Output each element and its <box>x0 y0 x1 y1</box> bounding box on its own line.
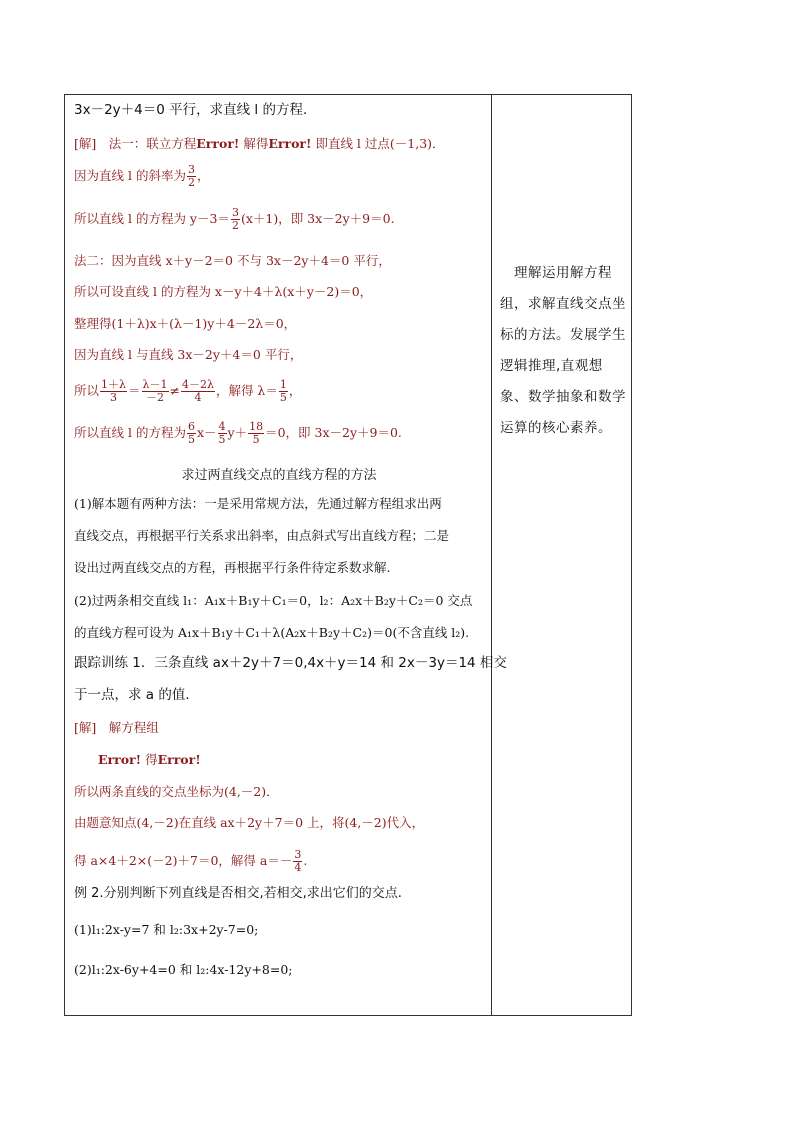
practice-intersection: 所以两条直线的交点坐标为(4,－2)． <box>74 784 279 799</box>
fraction: $\frac{3}{2}$ <box>187 163 195 189</box>
column-divider <box>491 94 492 1016</box>
slope-line: 因为直线 l 的斜率为 $\frac{3}{2}$ ， <box>74 163 210 189</box>
example-item-1: (1)l₁:2x-y=7 和 l₂:3x+2y-7=0; <box>74 922 259 937</box>
fraction: $\frac{4}{5}$ <box>218 420 226 446</box>
solution-method1: [解] 法一：联立方程Error! 解得Error! 即直线 l 过点(－1,3)． <box>74 136 445 151</box>
fraction: $\frac{3}{4}$ <box>294 848 302 874</box>
practice-system: Error! 得Error! <box>98 752 201 767</box>
fraction: $\frac{6}{5}$ <box>187 420 195 446</box>
practice-answer: 得 a×4＋2×(－2)＋7＝0，解得 a＝－ $\frac{3}{4}$ . <box>74 848 308 874</box>
method-paragraph-2b: 的直线方程可设为 A₁x＋B₁y＋C₁＋λ(A₂x＋B₂y＋C₂)＝0(不含直线 l₂). <box>74 625 470 640</box>
table-frame <box>64 94 632 1016</box>
final-equation-line: 所以直线 l 的方程为 $\frac{6}{5}$ x－ $\frac{4}{5}$ y＋ $\frac{18}{5}$ ＝0，即 3x－2y＋9＝0. <box>74 420 402 446</box>
practice-solution-start: [解] 解方程组 <box>74 720 159 735</box>
practice-substitute: 由题意知点(4,－2)在直线 ax＋2y＋7＝0 上，将(4,－2)代入， <box>74 815 425 830</box>
fraction: $\frac{\lambda-1}{-2}$ <box>142 378 168 404</box>
side-note: 理解运用解方程组，求解直线交点坐标的方法。发展学生逻辑推理,直观想象、数学抽象和数学运算的核心素养。 <box>500 265 626 436</box>
method-paragraph-1c: 设出过两直线交点的方程，再根据平行条件待定系数求解. <box>74 560 391 575</box>
example-item-2: (2)l₁:2x-6y+4=0 和 l₂:4x-12y+8=0; <box>74 962 293 977</box>
fraction: $\frac{1+\lambda}{3}$ <box>101 378 126 404</box>
parallel-line: 因为直线 l 与直线 3x－2y＋4＝0 平行， <box>74 347 303 362</box>
example-title: 例 2.分别判断下列直线是否相交,若相交,求出它们的交点. <box>74 886 402 901</box>
method-heading: 求过两直线交点的直线方程的方法 <box>181 468 377 483</box>
fraction: $\frac{3}{2}$ <box>231 206 239 232</box>
practice-question-1: 跟踪训练 1．三条直线 ax＋2y＋7＝0,4x＋y＝14 和 2x－3y＝14 相交 <box>74 655 507 671</box>
simplify-line: 整理得(1＋λ)x＋(λ－1)y＋4－2λ＝0， <box>74 316 297 331</box>
method2-line: 法二：因为直线 x＋y－2＝0 不与 3x－2y＋4＝0 平行， <box>74 253 391 268</box>
method-paragraph-2a: (2)过两条相交直线 l₁：A₁x＋B₁y＋C₁＝0，l₂：A₂x＋B₂y＋C₂＝0 交点 <box>74 593 473 608</box>
equation-line: 所以直线 l 的方程为 y－3＝ $\frac{3}{2}$ (x＋1)，即 3x－2y＋9＝0. <box>74 206 395 232</box>
fraction: $\frac{18}{5}$ <box>249 420 264 446</box>
method-paragraph-1b: 直线交点，再根据平行关系求出斜率，由点斜式写出直线方程；二是 <box>74 528 450 543</box>
fraction: $\frac{4-2\lambda}{4}$ <box>181 378 214 404</box>
problem-continuation: 3x－2y＋4＝0 平行，求直线 l 的方程． <box>74 102 317 118</box>
solution-tag: [解] <box>74 720 97 735</box>
ratio-line: 所以 $\frac{1+\lambda}{3}$ ＝ $\frac{\lambda-1}{-2}$ ≠ $\frac{4-2\lambda}{4}$ ，解得 λ＝ $\frac{1}{5}$ ， <box>74 378 302 404</box>
practice-question-2: 于一点，求 a 的值． <box>74 687 199 703</box>
assume-line: 所以可设直线 l 的方程为 x－y＋4＋λ(x＋y－2)＝0， <box>74 284 373 299</box>
method-paragraph-1a: (1)解本题有两种方法：一是采用常规方法，先通过解方程组求出两 <box>74 496 442 511</box>
fraction: $\frac{1}{5}$ <box>279 378 287 404</box>
solution-tag: [解] <box>74 136 97 151</box>
